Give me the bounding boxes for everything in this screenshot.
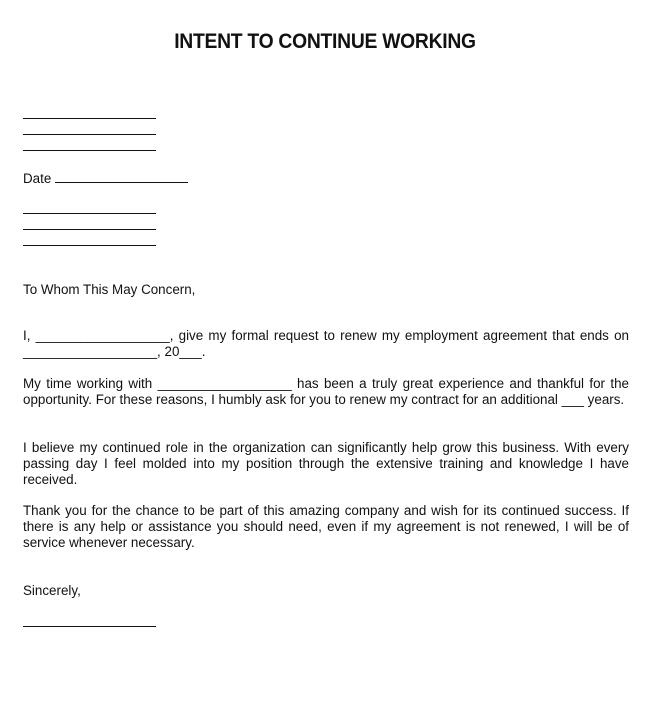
- sender-address-line-3[interactable]: [23, 150, 156, 151]
- signature-line[interactable]: [23, 626, 156, 627]
- date-label: Date: [23, 171, 52, 186]
- paragraph-thanks: Thank you for the chance to be part of this amazing company and wish for its continued success. If there is any help or assistance you should need, even if my agreement is not renewed, I will be of service whenever necessary.: [23, 503, 629, 550]
- paragraph-experience: My time working with __________________ has been a truly great experience and thankful for the opportunity. For these reasons, I humbly ask for you to renew my contract for an additional ___ years.: [23, 376, 629, 407]
- salutation: To Whom This May Concern,: [23, 282, 196, 297]
- date-blank[interactable]: [55, 170, 188, 183]
- document-title: INTENT TO CONTINUE WORKING: [174, 30, 476, 53]
- recipient-address-line-2[interactable]: [23, 229, 156, 230]
- date-row: [23, 170, 188, 187]
- paragraph-request: I, __________________, give my formal request to renew my employment agreement that ends on __________________, 20___.: [23, 328, 629, 359]
- closing: Sincerely,: [23, 583, 81, 598]
- recipient-address-line-1[interactable]: [23, 213, 156, 214]
- sender-address-line-1[interactable]: [23, 118, 156, 119]
- recipient-address-line-3[interactable]: [23, 245, 156, 246]
- paragraph-role: I believe my continued role in the organization can significantly help grow this business. With every passing day I feel molded into my position through the extensive training and knowledge I have received.: [23, 440, 629, 487]
- sender-address-line-2[interactable]: [23, 134, 156, 135]
